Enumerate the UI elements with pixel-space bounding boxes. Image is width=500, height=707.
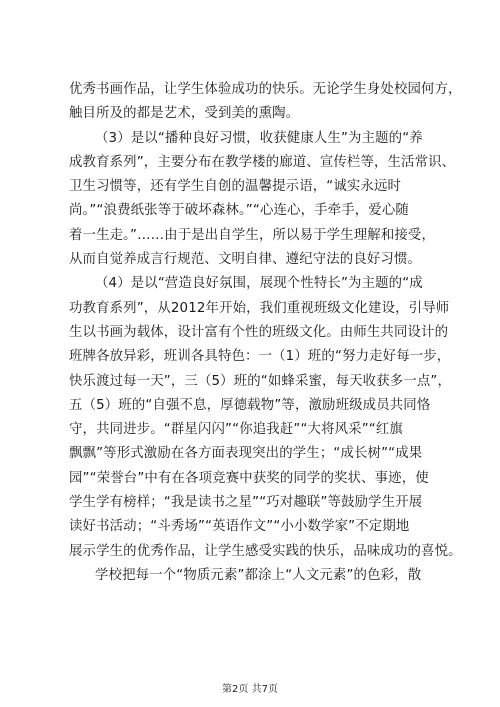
text-line: 从而自觉养成言行规范、文明自律、遵纪守法的良好习惯。 xyxy=(69,252,422,268)
page-footer: 第2页 共7页 xyxy=(222,684,278,695)
text-line: 学生学有榜样；“我是读书之星”“巧对趣联”等鼓励学生开展 xyxy=(69,495,423,511)
text-line: 优秀书画作品，让学生体验成功的快乐。无论学生身处校园何方， xyxy=(69,82,462,97)
text-line: 功教育系列”，从2012年开始，我们重视班级文化建设，引导师 xyxy=(69,300,450,316)
text-line: 园”“荣誉台”中有在各项竞赛中获奖的同学的奖状、事迹，使 xyxy=(69,470,429,486)
paragraph-start-line: （3）是以“播种良好习惯，收获健康人生”为主题的“养 xyxy=(95,130,423,146)
text-line: 快乐渡过每一天”，三（5）班的“如蜂采蜜，每天收获多一点”， xyxy=(69,373,451,389)
text-line: 读好书活动；“斗秀场”“英语作文”“小小数学家”不定期地 xyxy=(69,519,410,535)
text-line: 守，共同进步。“群星闪闪”“你追我赶”“大将风采”“红旗 xyxy=(69,422,403,438)
text-line: 卫生习惯等，还有学生自创的温馨提示语，“诚实永远时 xyxy=(69,179,402,195)
text-line: 尚。”“浪费纸张等于破坏森林。”“心连心，手牵手，爱心随 xyxy=(69,203,409,219)
text-line: 班牌各放异彩，班训各具特色：一（1）班的“努力走好每一步， xyxy=(69,349,451,365)
text-line: 飘飘”等形式激励在各方面表现突出的学生；“成长树”“成果 xyxy=(69,446,423,462)
text-line: 着一生走。”……由于是出自学生，所以易于学生理解和接受， xyxy=(69,227,435,243)
paragraph-start-line: （4）是以“营造良好氛围，展现个性特长”为主题的“成 xyxy=(95,276,423,292)
paragraph-start-line: 学校把每一个“物质元素”都涂上“人文元素”的色彩，散 xyxy=(95,567,422,583)
text-line: 生以书画为载体，设计富有个性的班级文化。由师生共同设计的 xyxy=(69,324,449,340)
text-line: 五（5）班的“自强不息，厚德载物”等，激励班级成员共同恪 xyxy=(69,397,431,413)
text-line: 触目所及的都是艺术，受到美的熏陶。 xyxy=(69,106,300,122)
text-line: 展示学生的优秀作品，让学生感受实践的快乐，品味成功的喜悦。 xyxy=(69,543,462,559)
text-line: 成教育系列”，主要分布在教学楼的廊道、宣传栏等，生活常识、 xyxy=(69,154,456,170)
body-text xyxy=(69,78,462,588)
